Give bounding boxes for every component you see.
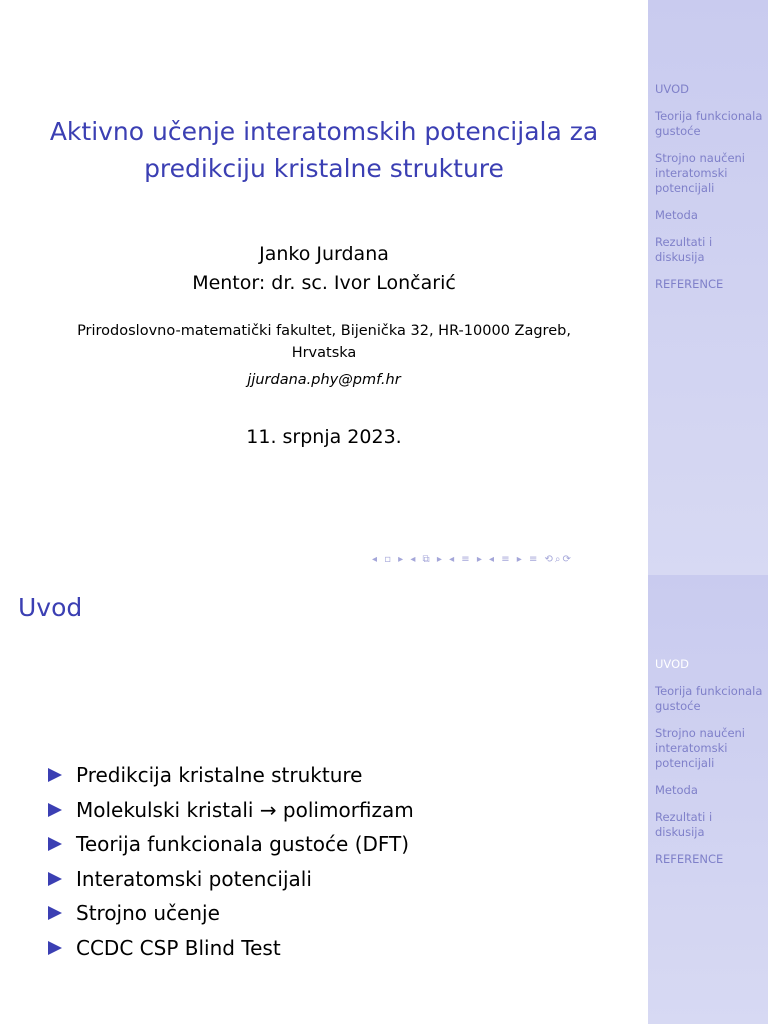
bullet-text: Molekulski kristali → polimorfizam <box>76 797 414 822</box>
presentation-title <box>0 113 648 187</box>
bullet-text: Interatomski potencijali <box>76 866 312 891</box>
triangle-bullet-icon <box>48 837 62 851</box>
sidebar <box>648 575 768 1024</box>
institution-line-2: Hrvatska <box>291 345 357 361</box>
sidebar-item-ml-potentials[interactable]: Strojno naučeni interatomski potencijali <box>655 726 746 770</box>
sidebar-item-dft[interactable]: Teorija funkcionala gustoće <box>655 109 763 138</box>
frame-title: Uvod <box>18 593 83 622</box>
triangle-bullet-icon <box>48 768 62 782</box>
sidebar-item-uvod[interactable]: UVOD <box>655 82 689 96</box>
sidebar-nav <box>655 657 763 879</box>
sidebar-item-reference[interactable]: REFERENCE <box>655 852 724 866</box>
list-item <box>48 827 414 862</box>
sidebar-item-rezultati[interactable]: Rezultati i diskusija <box>655 235 713 264</box>
sidebar <box>648 0 768 575</box>
list-item <box>48 931 414 966</box>
bullet-text: Predikcija kristalne strukture <box>76 763 363 787</box>
sidebar-item-ml-potentials[interactable]: Strojno naučeni interatomski potencijali <box>655 151 746 195</box>
bullet-text: CCDC CSP Blind Test <box>76 935 281 960</box>
presentation-date: 11. srpnja 2023. <box>246 426 402 448</box>
bullet-text: Teorija funkcionala gustoće (DFT) <box>76 832 410 856</box>
sidebar-item-metoda[interactable]: Metoda <box>655 208 698 222</box>
triangle-bullet-icon <box>48 872 62 886</box>
triangle-bullet-icon <box>48 941 62 955</box>
sidebar-item-reference[interactable]: REFERENCE <box>655 277 724 291</box>
institution-line-1: Prirodoslovno-matematički fakultet, Bijenička 32, HR-10000 Zagreb, <box>77 323 571 339</box>
list-item <box>48 758 414 793</box>
bullet-list <box>48 758 414 965</box>
uvod-slide <box>0 575 768 1024</box>
institution <box>0 320 648 364</box>
list-item <box>48 862 414 897</box>
bullet-text: Strojno učenje <box>76 901 220 925</box>
title-line-1: Aktivno učenje interatomskih potencijala za <box>49 117 599 146</box>
sidebar-item-uvod[interactable]: UVOD <box>655 657 689 671</box>
sidebar-item-rezultati[interactable]: Rezultati i diskusija <box>655 810 713 839</box>
list-item <box>48 793 414 828</box>
author-block <box>0 240 648 298</box>
mentor-name: Mentor: dr. sc. Ivor Lončarić <box>192 272 456 294</box>
beamer-navigation-symbols[interactable]: ◂ ▫ ▸ ◂ ⧉ ▸ ◂ ≡ ▸ ◂ ≡ ▸ ≡ ⟲⌕⟳ <box>372 554 573 565</box>
email[interactable]: jjurdana.phy@pmf.hr <box>247 372 401 388</box>
sidebar-nav <box>655 82 763 304</box>
triangle-bullet-icon <box>48 803 62 817</box>
triangle-bullet-icon <box>48 906 62 920</box>
sidebar-item-metoda[interactable]: Metoda <box>655 783 698 797</box>
list-item <box>48 896 414 931</box>
sidebar-item-dft[interactable]: Teorija funkcionala gustoće <box>655 684 763 713</box>
author-name: Janko Jurdana <box>259 243 389 265</box>
title-line-2: predikciju kristalne strukture <box>144 154 504 183</box>
